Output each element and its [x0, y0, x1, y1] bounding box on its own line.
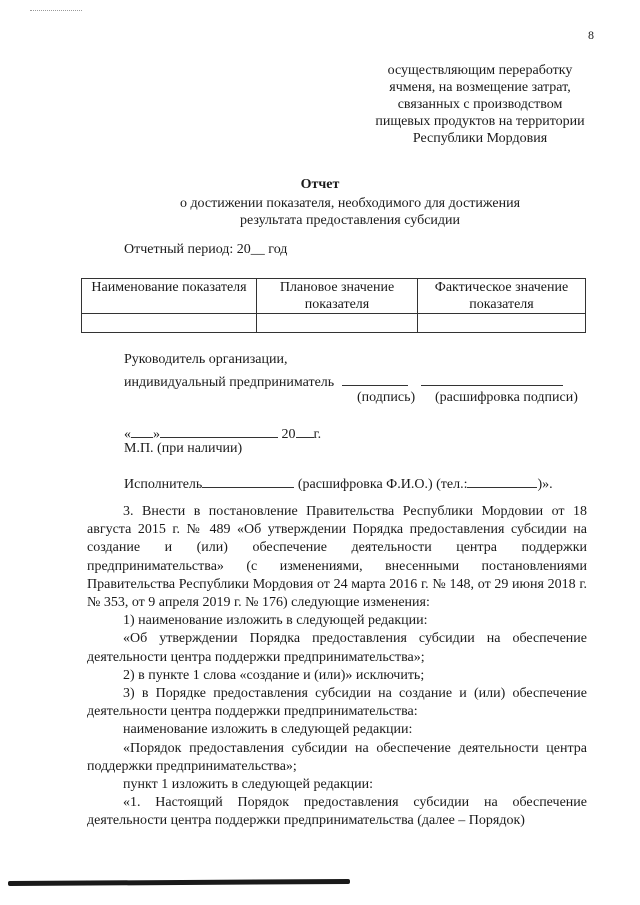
table-cell	[257, 314, 418, 333]
report-title: Отчет	[300, 177, 340, 192]
indicator-table	[81, 278, 586, 333]
phone-blank	[467, 474, 537, 488]
body-paragraph: пункт 1 изложить в следующей редакции:	[123, 777, 373, 793]
appendix-line: Республики Мордовия	[412, 131, 548, 146]
reporting-period: Отчетный период: 20__ год	[124, 242, 288, 257]
head-label-line1: Руководитель организации,	[124, 352, 288, 367]
scan-edge-mark	[8, 879, 350, 886]
signature-blank	[342, 372, 408, 386]
resolution-body	[87, 503, 587, 831]
body-paragraph: наименование изложить в следующей редакции:	[123, 722, 413, 738]
decoding-caption: (расшифровка подписи)	[435, 390, 578, 405]
date-year-prefix: 20	[281, 427, 296, 442]
month-blank	[160, 424, 278, 438]
table-header-row	[82, 279, 586, 314]
head-label-text: индивидуальный предприниматель	[124, 375, 335, 390]
appendix-line: связанных с производством	[397, 97, 563, 112]
table-cell	[418, 314, 586, 333]
signature-caption: (подпись)	[357, 390, 416, 405]
appendix-heading	[355, 62, 605, 147]
column-header-indicator: Наименование показателя	[82, 279, 257, 314]
body-paragraph: 2) в пункте 1 слова «создание и (или)» исключить;	[123, 667, 425, 683]
day-blank	[131, 424, 153, 438]
date-quote-close: »	[153, 427, 160, 442]
body-paragraph: 3) в Порядке предоставления субсидии на создание и (или) обеспечение деятельности центра поддержки предпринимательства:	[87, 686, 587, 720]
executor-decoding: (расшифровка Ф.И.О.) (тел.:	[297, 477, 468, 492]
head-label-line2	[124, 372, 563, 391]
appendix-line: пищевых продуктов на территории	[375, 114, 585, 129]
column-header-actual: Фактическое значение показателя	[418, 279, 586, 314]
page-number: 8	[588, 28, 594, 42]
report-subtitle	[120, 195, 580, 229]
appendix-line: ячменя, на возмещение затрат,	[389, 80, 571, 95]
decoding-blank	[421, 372, 563, 386]
table-row	[82, 314, 586, 333]
stamp-label: М.П. (при наличии)	[124, 441, 243, 456]
report-subtitle-line: результата предоставления субсидии	[239, 213, 461, 228]
executor-end: )».	[537, 477, 553, 492]
date-quote-open: «	[124, 427, 131, 442]
executor-line	[124, 474, 553, 493]
date-year-suffix: г.	[313, 427, 322, 442]
body-paragraph: «Об утверждении Порядка предоставления субсидии на обеспечение деятельности центра поддержки предпринимательства»;	[87, 631, 587, 665]
scan-mark	[30, 10, 82, 11]
body-paragraph: 3. Внести в постановление Правительства Республики Мордовии от 18 августа 2015 г. № 489 «Об утверждении Порядка предоставления субсидии на создание и (или) обеспечение деятельности центра поддержки предпринимательства» (с изменениями, внесенными постановлениями Правительства Республики Мордовия от 24 марта 2016 г. № 148, от 29 июня 2018 г. № 353, от 9 апреля 2019 г. № 176) следующие изменения:	[87, 504, 587, 611]
body-paragraph: «Порядок предоставления субсидии на обеспечение деятельности центра поддержки предпринимательства»;	[87, 740, 587, 774]
year-blank	[296, 424, 314, 438]
table-cell	[82, 314, 257, 333]
executor-blank	[202, 474, 294, 488]
column-header-planned: Плановое значение показателя	[257, 279, 418, 314]
body-paragraph: «1. Настоящий Порядок предоставления субсидии на обеспечение деятельности центра поддержки предпринимательства (далее – Порядок)	[87, 795, 587, 829]
report-subtitle-line: о достижении показателя, необходимого для достижения	[179, 196, 521, 211]
appendix-line: осуществляющим переработку	[387, 63, 573, 78]
body-paragraph: 1) наименование изложить в следующей редакции:	[123, 613, 428, 629]
executor-label: Исполнитель	[124, 477, 203, 492]
